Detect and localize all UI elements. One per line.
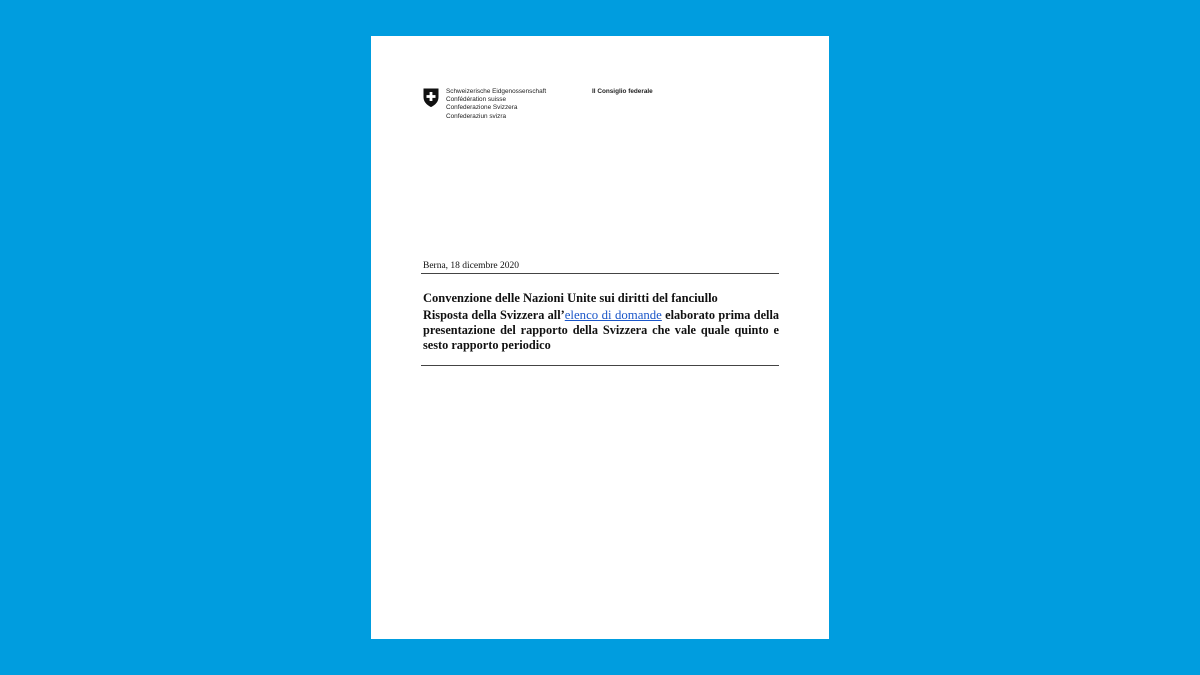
subtitle-text-end: elaborato prima della presentazione del rapporto della Svizzera che vale quale quinto e sesto rapporto periodico [423,308,780,352]
question-list-link[interactable]: elenco di domande [564,308,662,322]
confederation-name-rm: Confederaziun svizra [446,112,507,120]
document-page [371,36,829,639]
swiss-cross-shield-icon [423,88,439,107]
subtitle-text-start: Risposta della Svizzera all’ [423,308,565,322]
divider-bottom [421,365,779,366]
document-date: Berna, 18 dicembre 2020 [423,261,520,271]
confederation-name-it: Confederazione Svizzera [446,104,518,112]
document-title: Convenzione delle Nazioni Unite sui diritti del fanciullo [423,291,718,305]
office-name: Il Consiglio federale [592,88,653,95]
confederation-name-fr: Confédération suisse [446,96,507,104]
letterhead [423,88,546,121]
document-subtitle [423,308,779,353]
divider-top [421,273,779,274]
confederation-names [446,88,546,121]
confederation-name-de: Schweizerische Eidgenossenschaft [446,88,547,95]
